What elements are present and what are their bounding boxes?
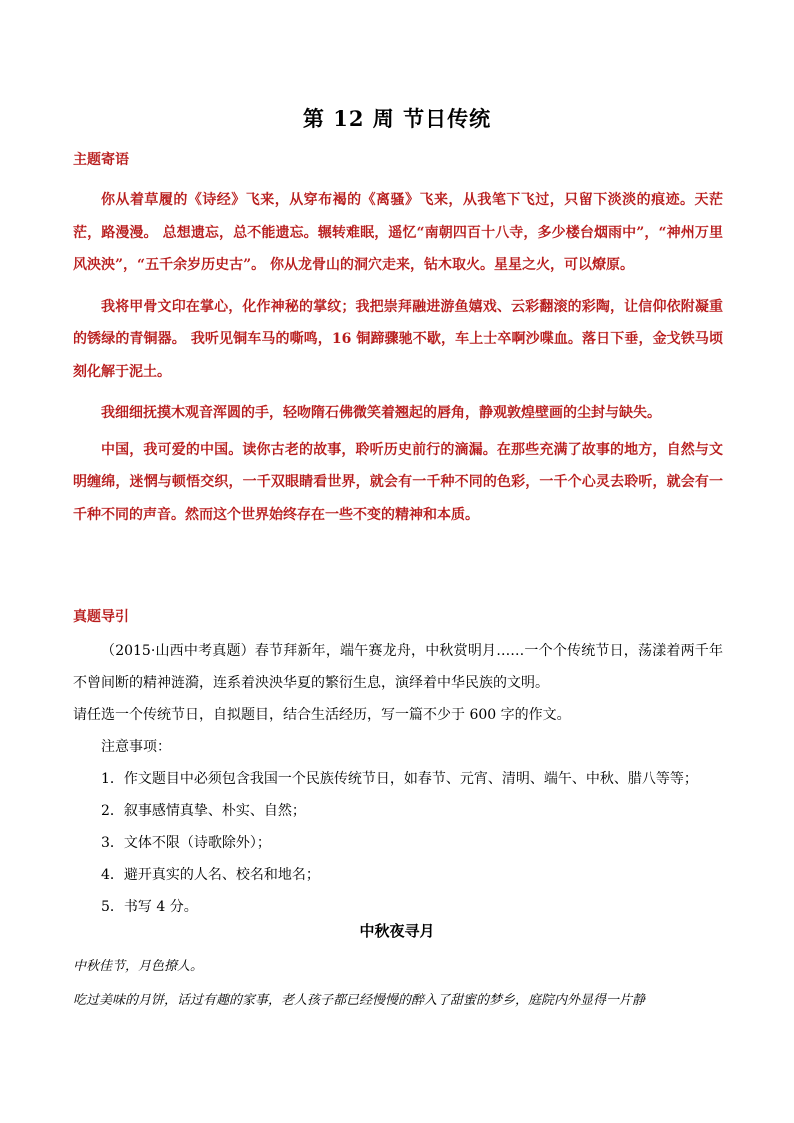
theme-paragraph-2: 我将甲骨文印在掌心，化作神秘的掌纹；我把崇拜融进游鱼嬉戏、云彩翻滚的彩陶，让信仰依附凝重的锈绿的青铜器。 我听见铜车马的嘶鸣，16 铜蹄骤驰不歇，车上士卒啊沙喋血。落日下垂，金戈铁马顷刻化解于泥土。 <box>73 298 723 380</box>
page-title: 第 12 周 节日传统 <box>302 106 492 131</box>
guide-prompt: （2015·山西中考真题）春节拜新年，端午赛龙舟，中秋赏明月……一个个传统节日，荡漾着两千年不曾间断的精神涟漪，连系着泱泱华夏的繁衍生息，演绎着中华民族的文明。 <box>73 643 723 691</box>
guide-heading: 真题导引 <box>73 609 129 625</box>
essay-line-1: 中秋佳节，月色撩人。 <box>73 959 204 974</box>
theme-heading: 主题寄语 <box>73 152 129 168</box>
theme-paragraph-3: 我细细抚摸木观音浑圆的手，轻吻隋石佛微笑着翘起的唇角，静观敦煌壁画的尘封与缺失。 <box>101 405 661 421</box>
note-item-1: 1．作文题目中必须包含我国一个民族传统节日，如春节、元宵、清明、端午、中秋、腊八等等； <box>101 771 698 787</box>
theme-paragraph-1: 你从着草履的《诗经》飞来，从穿布褐的《离骚》飞来，从我笔下飞过，只留下淡淡的痕迹。天茫茫，路漫漫。 总想遗忘，总不能遗忘。辗转难眠，遥忆“南朝四百十八寺，多少楼台烟雨中”，“神州万里风泱泱”，“五千余岁历史古”。 你从龙骨山的洞穴走来，钻木取火。星星之火，可以燎原。 <box>73 192 723 273</box>
essay-line-2: 吃过美味的月饼，话过有趣的家事，老人孩子都已经慢慢的醉入了甜蜜的梦乡，庭院内外显得一片静 <box>73 993 646 1008</box>
theme-paragraph-4: 中国，我可爱的中国。读你古老的故事，聆听历史前行的滴漏。在那些充满了故事的地方，自然与文明缠绵，迷惘与顿悟交织，一千双眼睛看世界，就会有一千种不同的色彩，一千个心灵去聆听，就会有一千种不同的声音。然而这个世界始终存在一些不变的精神和本质。 <box>73 441 723 523</box>
theme-text <box>73 184 723 540</box>
note-item-2: 2．叙事感情真挚、朴实、自然； <box>101 803 306 819</box>
guide-task: 请任选一个传统节日，自拟题目，结合生活经历，写一篇不少于 600 字的作文。 <box>73 707 571 723</box>
essay-body <box>73 950 723 1018</box>
note-item-5: 5．书写 4 分。 <box>101 899 198 915</box>
essay-title: 中秋夜寻月 <box>359 922 435 940</box>
note-item-3: 3．文体不限（诗歌除外）； <box>101 835 271 851</box>
guide-content <box>73 635 723 923</box>
notes-title: 注意事项： <box>101 739 171 755</box>
note-item-4: 4．避开真实的人名、校名和地名； <box>101 867 320 883</box>
